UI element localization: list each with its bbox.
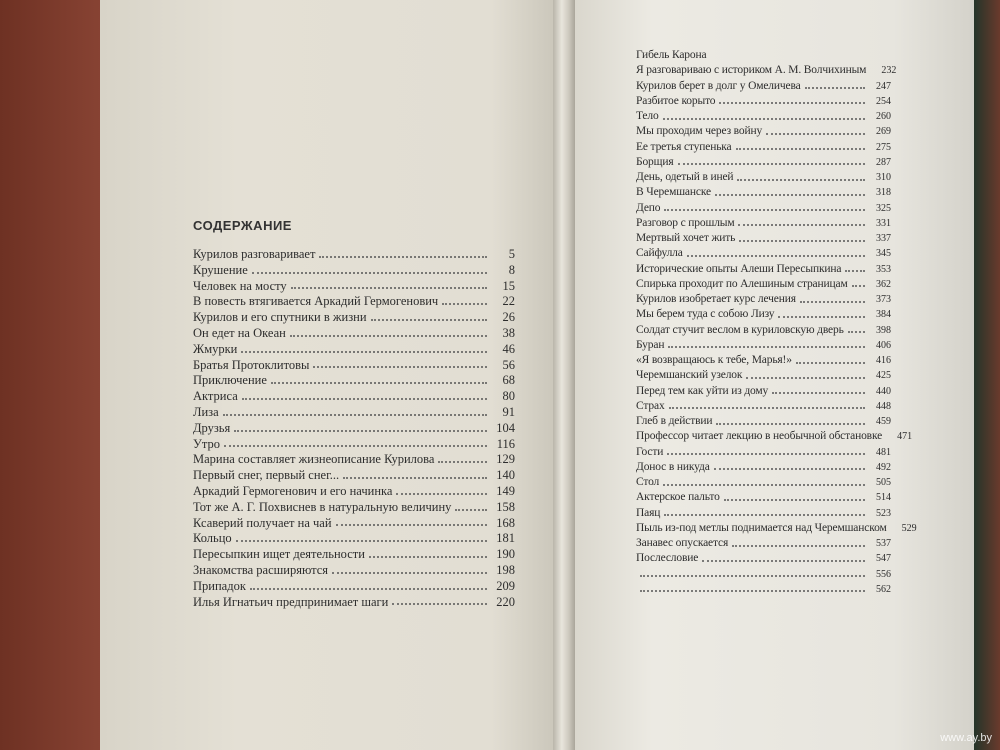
toc-entry-title: Человек на мосту (193, 278, 287, 293)
toc-leader-dots (663, 484, 865, 486)
toc-entry (636, 170, 891, 185)
toc-entry-title: Приключение (193, 373, 267, 388)
toc-entry-title: Припадок (193, 578, 246, 593)
toc-leader-dots (640, 590, 865, 592)
toc-entry-page: 22 (502, 294, 515, 309)
toc-entry-title: Кольцо (193, 531, 232, 546)
toc-entry (193, 373, 515, 389)
toc-entry (636, 79, 891, 94)
toc-entry-title: Паяц (636, 506, 661, 519)
toc-entry-title: Депо (636, 201, 661, 214)
toc-entry-page: 448 (876, 400, 891, 412)
toc-entry-page: 190 (496, 547, 515, 562)
toc-entry (636, 490, 891, 505)
toc-entry-title: Первый снег, первый снег... (193, 468, 340, 483)
toc-entry-title: Тот же А. Г. Похвиснев в натуральную величину (193, 499, 452, 514)
toc-entry (193, 531, 515, 547)
toc-leader-dots (715, 194, 865, 196)
toc-entry (193, 547, 515, 563)
toc-entry-title: Актерское пальто (636, 491, 720, 504)
toc-entry (636, 582, 891, 597)
book-spine-gutter (553, 0, 575, 750)
toc-entry-page: 325 (876, 202, 891, 214)
toc-leader-dots (371, 319, 487, 321)
toc-entry-title: Гости (636, 445, 664, 458)
toc-entry-title: Занавес опускается (636, 537, 729, 549)
toc-leader-dots (800, 301, 865, 303)
toc-entry-title: Аркадий Гермогенович и его начинка (193, 483, 393, 498)
toc-leader-dots (336, 524, 487, 526)
toc-leader-dots (852, 285, 865, 287)
toc-entry-page: 15 (502, 278, 515, 293)
contents-list-right (636, 48, 917, 597)
toc-entry (193, 389, 515, 405)
site-watermark: www.ay.by (940, 732, 992, 744)
toc-entry-page: 481 (876, 446, 891, 458)
toc-entry-page: 8 (508, 262, 515, 277)
toc-entry (636, 521, 917, 536)
toc-leader-dots (252, 272, 487, 274)
toc-leader-dots (438, 461, 487, 463)
toc-entry-page: 353 (876, 263, 891, 275)
toc-entry-page: 56 (502, 357, 515, 372)
toc-entry-title: Послесловие (636, 552, 699, 565)
toc-entry-page: 345 (876, 248, 891, 260)
toc-entry-page: 149 (496, 483, 515, 498)
toc-entry-title: Курилов и его спутники в жизни (193, 310, 367, 325)
toc-entry-title: Знакомства расширяются (193, 562, 329, 577)
toc-entry-page: 318 (876, 187, 891, 199)
toc-entry-page: 181 (496, 531, 515, 546)
toc-entry (636, 94, 891, 109)
toc-entry-title: Пересыпкин ищет деятельности (193, 547, 365, 562)
toc-entry-page: 523 (876, 507, 891, 519)
toc-entry-page: 232 (881, 65, 897, 77)
toc-entry (636, 63, 897, 78)
toc-entry-title: Стол (636, 476, 660, 488)
toc-entry (193, 516, 515, 532)
toc-leader-dots (332, 572, 487, 574)
toc-entry (636, 185, 891, 200)
toc-entry (636, 48, 891, 63)
toc-entry-page: 425 (876, 370, 891, 382)
toc-entry-page: 537 (876, 538, 891, 549)
toc-entry-page: 505 (876, 477, 891, 488)
toc-entry-page: 91 (502, 404, 515, 419)
toc-entry-title: Актриса (193, 389, 238, 404)
toc-entry (636, 429, 913, 444)
toc-entry (636, 414, 891, 429)
toc-entry-title: Братья Протоклитовы (193, 357, 310, 372)
toc-entry-page: 398 (876, 324, 891, 336)
toc-leader-dots (291, 287, 487, 289)
toc-entry (193, 500, 515, 516)
toc-entry-title: Глеб в действии (636, 415, 713, 427)
toc-entry-title: Я разговариваю с историком А. М. Волчихиным (636, 64, 867, 77)
toc-entry-page: 440 (876, 385, 891, 397)
toc-leader-dots (687, 255, 865, 257)
toc-entry-title: Курилов берет в долг у Омеличева (636, 79, 801, 92)
toc-entry (636, 307, 891, 322)
toc-entry-page: 5 (508, 247, 515, 261)
toc-leader-dots (772, 392, 865, 394)
toc-entry-title: Страх (636, 399, 665, 412)
toc-entry (193, 294, 515, 310)
toc-entry-page: 260 (876, 111, 891, 122)
toc-leader-dots (778, 316, 865, 318)
toc-entry (636, 109, 891, 124)
toc-leader-dots (848, 331, 865, 333)
toc-entry-title: Исторические опыты Алеши Пересыпкина (636, 262, 842, 275)
toc-entry-page: 373 (876, 294, 891, 305)
toc-entry-page: 68 (502, 373, 515, 388)
toc-leader-dots (716, 423, 865, 425)
toc-entry-title: Мы проходим через войну (636, 125, 763, 138)
toc-entry-page: 471 (897, 431, 913, 443)
toc-entry (636, 399, 891, 414)
toc-entry (636, 353, 891, 368)
toc-leader-dots (669, 407, 865, 409)
toc-leader-dots (664, 514, 865, 516)
toc-entry-title: Лиза (193, 404, 219, 419)
toc-entry-page: 562 (876, 583, 891, 595)
toc-entry-title: День, одетый в иней (636, 171, 734, 183)
toc-entry-page: 247 (876, 80, 891, 92)
toc-leader-dots (242, 398, 487, 400)
toc-entry-title: Спирька проходит по Алешиным страницам (636, 277, 848, 290)
toc-leader-dots (746, 377, 865, 379)
toc-leader-dots (241, 351, 487, 353)
toc-entry-title: Пыль из-под метлы поднимается над Черемшанском (636, 521, 887, 534)
toc-entry-title: В повесть втягивается Аркадий Гермогенович (193, 294, 439, 309)
toc-entry (193, 484, 515, 500)
toc-entry-title: В Черемшанске (636, 186, 711, 199)
toc-entry (636, 262, 891, 277)
toc-entry-page: 269 (876, 126, 891, 138)
toc-leader-dots (319, 256, 487, 258)
toc-entry-title: Курилов изобретает курс лечения (636, 293, 796, 305)
toc-entry (193, 326, 515, 342)
toc-entry-page: 310 (876, 172, 891, 183)
toc-leader-dots (702, 560, 865, 562)
toc-entry (636, 460, 891, 475)
toc-entry-page: 547 (876, 553, 891, 565)
toc-entry-page: 26 (502, 310, 515, 325)
toc-entry (636, 384, 891, 399)
toc-leader-dots (739, 240, 865, 242)
toc-leader-dots (737, 179, 865, 181)
toc-entry-title: Он едет на Океан (193, 325, 286, 340)
toc-entry (636, 338, 891, 353)
toc-entry (636, 323, 891, 338)
toc-entry (636, 246, 891, 261)
toc-entry (636, 277, 891, 292)
toc-leader-dots (724, 499, 865, 501)
toc-entry-page: 556 (876, 568, 891, 580)
toc-entry-title: Разговор с прошлым (636, 216, 735, 229)
toc-leader-dots (736, 148, 865, 150)
toc-entry-page: 104 (496, 420, 515, 435)
toc-entry-page: 168 (496, 515, 515, 530)
toc-entry (193, 263, 515, 279)
toc-entry (193, 405, 515, 421)
toc-leader-dots (714, 468, 865, 470)
toc-entry (193, 452, 515, 468)
toc-leader-dots (845, 270, 865, 272)
toc-entry (193, 468, 515, 484)
toc-entry (636, 475, 891, 490)
toc-leader-dots (678, 163, 865, 165)
toc-entry (636, 506, 891, 521)
toc-entry-title: Друзья (193, 420, 231, 435)
toc-entry-page: 198 (496, 562, 515, 577)
toc-entry-title: Борщия (636, 155, 674, 168)
toc-entry-title: Крушение (193, 262, 248, 277)
toc-leader-dots (663, 118, 865, 120)
toc-leader-dots (667, 453, 865, 455)
toc-leader-dots (369, 556, 487, 558)
toc-entry (636, 201, 891, 216)
toc-entry-title: Мертвый хочет жить (636, 232, 736, 244)
toc-entry (636, 124, 891, 139)
toc-leader-dots (664, 209, 865, 211)
toc-leader-dots (640, 575, 865, 577)
toc-entry (193, 342, 515, 358)
toc-entry-page: 129 (496, 452, 515, 467)
toc-entry (193, 247, 515, 263)
toc-entry (636, 536, 891, 551)
toc-entry (636, 551, 891, 566)
toc-entry-page: 384 (876, 309, 891, 321)
toc-entry (193, 595, 515, 611)
toc-entry (636, 231, 891, 246)
toc-entry-page: 158 (496, 499, 515, 514)
toc-entry-page: 209 (496, 578, 515, 593)
toc-entry (193, 563, 515, 579)
toc-entry-page: 116 (496, 436, 515, 451)
toc-leader-dots (766, 133, 865, 135)
toc-leader-dots (668, 346, 865, 348)
toc-entry-title: Марина составляет жизнеописание Курилова (193, 452, 435, 467)
contents-list-left (193, 247, 515, 610)
toc-entry-page: 140 (496, 468, 515, 483)
toc-entry (193, 579, 515, 595)
toc-leader-dots (343, 477, 487, 479)
toc-entry (193, 279, 515, 295)
toc-entry (636, 445, 891, 460)
toc-entry-title: Илья Игнатьич предпринимает шаги (193, 594, 389, 609)
toc-entry (193, 437, 515, 453)
toc-entry (636, 140, 891, 155)
toc-entry (636, 155, 891, 170)
toc-entry-page: 337 (876, 233, 891, 244)
toc-entry-page: 331 (876, 217, 891, 229)
toc-entry-title: Донос в никуда (636, 460, 710, 473)
toc-leader-dots (732, 545, 865, 547)
toc-leader-dots (738, 224, 865, 226)
toc-leader-dots (250, 588, 487, 590)
toc-entry-title: Буран (636, 338, 665, 351)
toc-entry-title: Ее третья ступенька (636, 140, 732, 153)
toc-entry (636, 368, 891, 383)
toc-entry-page: 220 (496, 594, 515, 609)
toc-entry-title: Черемшанский узелок (636, 369, 743, 382)
toc-entry-title: Профессор читает лекцию в необычной обстановке (636, 430, 883, 443)
toc-leader-dots (805, 87, 865, 89)
toc-leader-dots (236, 540, 487, 542)
toc-entry-title: Сайфулла (636, 247, 683, 260)
toc-entry-title: Разбитое корыто (636, 94, 716, 107)
toc-leader-dots (290, 335, 487, 337)
toc-entry-page: 287 (876, 156, 891, 168)
toc-entry-title: Солдат стучит веслом в куриловскую дверь (636, 323, 844, 336)
toc-leader-dots (455, 509, 487, 511)
toc-entry-page: 529 (901, 522, 917, 534)
toc-entry-page: 275 (876, 141, 891, 153)
toc-entry-page: 406 (876, 339, 891, 351)
toc-leader-dots (224, 445, 487, 447)
toc-entry (636, 292, 891, 307)
toc-entry-page: 38 (502, 325, 515, 340)
toc-entry-title: Курилов разговаривает (193, 247, 316, 261)
toc-entry-page: 492 (876, 461, 891, 473)
toc-entry (193, 310, 515, 326)
toc-entry-page: 416 (876, 355, 891, 366)
toc-entry-title: Перед тем как уйти из дому (636, 384, 769, 397)
toc-entry-page: 80 (502, 389, 515, 404)
toc-entry-title: Ксаверий получает на чай (193, 515, 332, 530)
toc-leader-dots (234, 430, 487, 432)
toc-entry (193, 421, 515, 437)
toc-entry (636, 216, 891, 231)
toc-entry-page: 459 (876, 416, 891, 427)
toc-entry-page: 514 (876, 492, 891, 504)
toc-entry-title: Гибель Карона (636, 49, 707, 61)
toc-entry-page: 362 (876, 278, 891, 290)
toc-entry-title: Тело (636, 110, 659, 122)
toc-entry-page: 46 (502, 341, 515, 356)
toc-entry-title: Утро (193, 436, 220, 451)
toc-leader-dots (392, 603, 487, 605)
toc-leader-dots (396, 493, 487, 495)
toc-leader-dots (442, 303, 487, 305)
toc-entry-title: Жмурки (193, 341, 238, 356)
toc-entry-page: 254 (876, 95, 891, 107)
toc-entry-title: Мы берем туда с собою Лизу (636, 308, 775, 321)
toc-leader-dots (796, 362, 865, 364)
toc-entry-title: «Я возвращаюсь к тебе, Марья!» (636, 354, 792, 366)
toc-leader-dots (719, 102, 865, 104)
toc-leader-dots (271, 382, 487, 384)
toc-entry (193, 358, 515, 374)
toc-leader-dots (313, 366, 487, 368)
contents-heading: СОДЕРЖАНИЕ (193, 218, 292, 233)
toc-entry (636, 567, 891, 582)
toc-leader-dots (223, 414, 487, 416)
